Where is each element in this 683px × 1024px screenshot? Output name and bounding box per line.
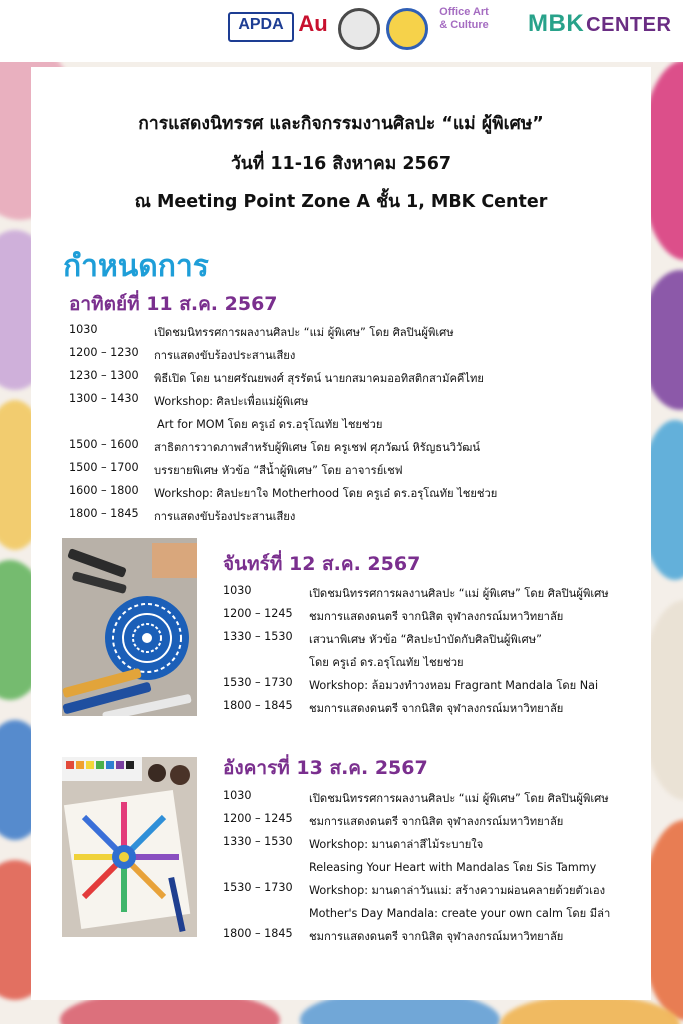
row-time: 1800 – 1845 (223, 699, 293, 712)
row-time: 1530 – 1730 (223, 676, 293, 689)
day-3-row (223, 835, 484, 851)
day-2-row (223, 584, 609, 600)
mandala-painting-photo (62, 757, 197, 937)
apda-logo: APDA (228, 12, 294, 42)
row-description: เปิดชมนิทรรศการผลงานศิลปะ “แม่ ผู้พิเศษ” โดย ศิลปินผู้พิเศษ (309, 587, 609, 600)
government-seal-logo (338, 8, 380, 50)
row-time: 1330 – 1530 (223, 630, 293, 643)
row-description: Workshop: มานดาล่าวันแม่: สร้างความผ่อนคลายด้วยตัวเอง (309, 884, 606, 897)
day-1-row (69, 484, 498, 500)
row-time: 1200 – 1245 (223, 812, 293, 825)
event-dates: วันที่ 11-16 สิงหาคม 2567 (230, 154, 452, 174)
mbk-center-text: CENTER (586, 14, 672, 36)
day-1-row (69, 438, 481, 454)
row-description: Workshop: ศิลปะเพื่อแม่ผู้พิเศษ (154, 395, 309, 408)
schedule-card (31, 67, 651, 1000)
row-description: พิธีเปิด โดย นายศรัณยพงศ์ สุรรัตน์ นายกสมาคมออทิสติกสามัคคีไทย (154, 372, 484, 385)
day-3-row (223, 927, 564, 943)
mbk-logo-text: MBK (528, 10, 585, 37)
row-time: 1530 – 1730 (223, 881, 293, 894)
row-description: เปิดชมนิทรรศการผลงานศิลปะ “แม่ ผู้พิเศษ” โดย ศิลปินผู้พิเศษ (154, 326, 454, 339)
row-description: ชมการแสดงดนตรี จากนิสิต จุฬาลงกรณ์มหาวิทยาลัย (309, 930, 564, 943)
day-3-title: อังคารที่ 13 ส.ค. 2567 (223, 757, 428, 779)
row-time: 1500 – 1600 (69, 438, 139, 451)
row-description: Workshop: ล้อมวงทำวงหอม Fragrant Mandala โดย Nai (309, 679, 599, 692)
day-1-title: อาทิตย์ที่ 11 ส.ค. 2567 (69, 293, 278, 315)
day-1-row (69, 507, 296, 523)
row-description: Art for MOM โดย ครูเอ๋ ดร.อรุโณทัย ไชยช่วย (157, 418, 383, 431)
day-1-row (69, 392, 309, 408)
association-seal-logo (386, 8, 428, 50)
row-time: 1200 – 1245 (223, 607, 293, 620)
row-description: เปิดชมนิทรรศการผลงานศิลปะ “แม่ ผู้พิเศษ” โดย ศิลปินผู้พิเศษ (309, 792, 609, 805)
day-3-row (223, 812, 564, 828)
art-supplies-photo (62, 538, 197, 716)
row-time: 1330 – 1530 (223, 835, 293, 848)
row-description: ชมการแสดงดนตรี จากนิสิต จุฬาลงกรณ์มหาวิทยาลัย (309, 815, 564, 828)
day-2-row (223, 607, 564, 623)
row-time: 1600 – 1800 (69, 484, 139, 497)
au-logo: Au (298, 11, 328, 36)
schedule-heading: กำหนดการ (63, 249, 209, 284)
row-description: การแสดงขับร้องประสานเสียง (154, 349, 296, 362)
row-description: Workshop: ศิลปะยาใจ Motherhood โดย ครูเอ๋ ดร.อรุโณทัย ไชยช่วย (154, 487, 498, 500)
day-1-row (69, 461, 403, 477)
logo-bar (0, 0, 683, 62)
event-venue: ณ Meeting Point Zone A ชั้น 1, MBK Center (134, 192, 548, 212)
row-time: 1230 – 1300 (69, 369, 139, 382)
day-2-row (223, 676, 599, 692)
day-3-row (223, 789, 609, 805)
row-description: การแสดงขับร้องประสานเสียง (154, 510, 296, 523)
row-description: Mother's Day Mandala: create your own calm โดย มีล่า (309, 907, 611, 920)
day-1-row (69, 323, 454, 339)
mandala-painting-illustration (62, 757, 197, 937)
office-art-culture-logo: Office Art & Culture (439, 6, 489, 31)
row-description: ชมการแสดงดนตรี จากนิสิต จุฬาลงกรณ์มหาวิทยาลัย (309, 610, 564, 623)
row-description: ชมการแสดงดนตรี จากนิสิต จุฬาลงกรณ์มหาวิทยาลัย (309, 702, 564, 715)
row-time: 1300 – 1430 (69, 392, 139, 405)
row-time: 1030 (69, 323, 98, 336)
art-supplies-illustration (62, 538, 197, 716)
day-1-row (69, 369, 484, 385)
row-time: 1030 (223, 789, 252, 802)
mbk-center-logo (528, 10, 671, 38)
row-time: 1200 – 1230 (69, 346, 139, 359)
day-2-title: จันทร์ที่ 12 ส.ค. 2567 (223, 553, 421, 575)
row-description: เสวนาพิเศษ หัวข้อ “ศิลปะบำบัดกับศิลปินผู้พิเศษ” (309, 633, 542, 646)
day-3-row (223, 881, 606, 897)
row-time: 1800 – 1845 (69, 507, 139, 520)
day-2-row (223, 630, 542, 646)
row-time: 1800 – 1845 (223, 927, 293, 940)
row-description: โดย ครูเอ๋ ดร.อรุโณทัย ไชยช่วย (309, 656, 464, 669)
day-1-row (69, 346, 296, 362)
row-description: สาธิตการวาดภาพสำหรับผู้พิเศษ โดย ครูเชฟ ศุภวัฒน์ หิรัญธนวิวัฒน์ (154, 441, 481, 454)
row-description: Releasing Your Heart with Mandalas โดย Sis Tammy (309, 861, 597, 874)
row-description: Workshop: มานดาล่าสีไม้ระบายใจ (309, 838, 484, 851)
row-time: 1500 – 1700 (69, 461, 139, 474)
row-time: 1030 (223, 584, 252, 597)
day-2-row (223, 699, 564, 715)
event-title: การแสดงนิทรรศ และกิจกรรมงานศิลปะ “แม่ ผู้พิเศษ” (138, 114, 544, 134)
row-description: บรรยายพิเศษ หัวข้อ “สีน้ำผู้พิเศษ” โดย อาจารย์เชฟ (154, 464, 403, 477)
